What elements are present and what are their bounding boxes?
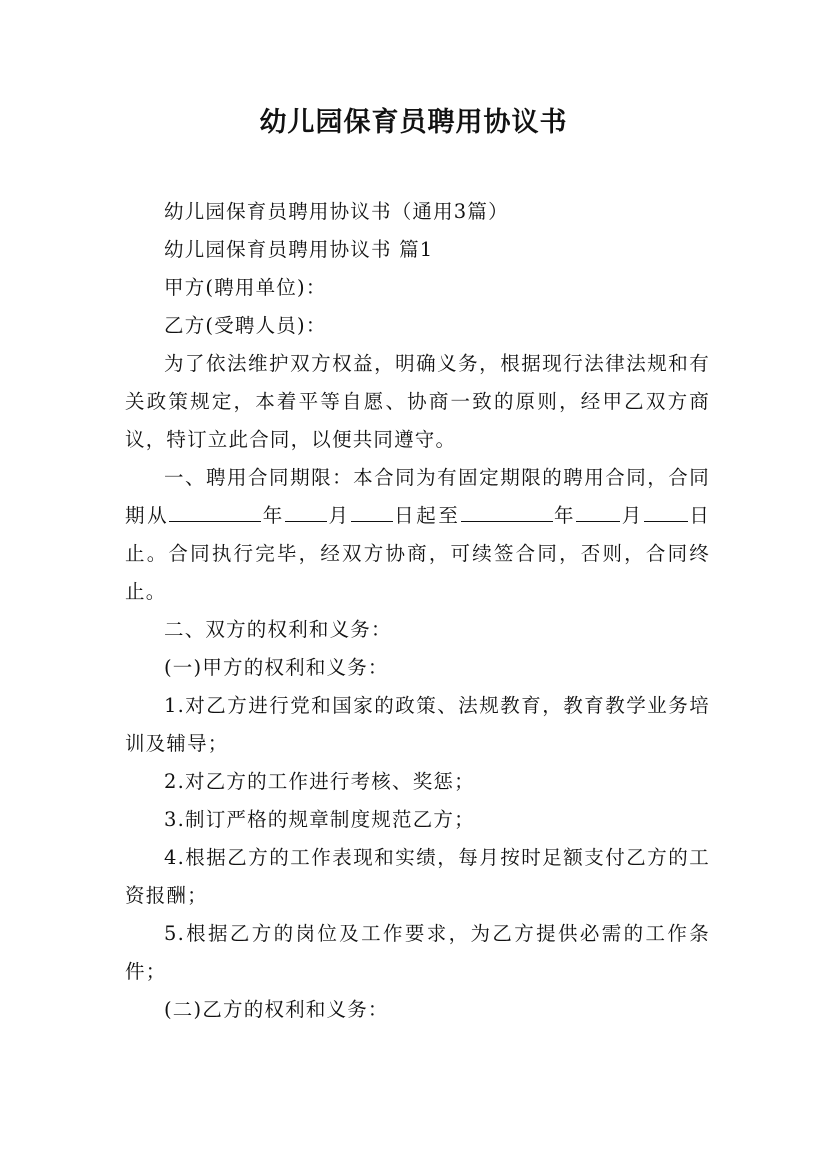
preamble-paragraph: 为了依法维护双方权益，明确义务，根据现行法律法规和有关政策规定，本着平等自愿、协商一致的原则，经甲乙双方商议，特订立此合同，以便共同遵守。 <box>125 352 710 451</box>
subsection-2-heading: (二)乙方的权利和义务： <box>164 998 389 1021</box>
clause-1-month2-label: 月 <box>620 504 644 527</box>
document-title: 幼儿园保育员聘用协议书 <box>259 107 568 138</box>
article-heading: 幼儿园保育员聘用协议书 篇1 <box>164 238 434 261</box>
blank-end-month[interactable] <box>576 499 620 522</box>
clause-2-heading: 二、双方的权利和义务： <box>164 618 392 641</box>
clause-1-day-to-label: 日起至 <box>392 504 461 527</box>
clause-1-paragraph <box>125 459 710 611</box>
party-b-line: 乙方(受聘人员)： <box>164 314 327 337</box>
blank-end-day[interactable] <box>644 499 688 522</box>
blank-start-month[interactable] <box>285 499 327 522</box>
subtitle-paragraph: 幼儿园保育员聘用协议书（通用3篇） <box>164 200 509 223</box>
list-item-2: 2.对乙方的工作进行考核、奖惩； <box>164 770 475 793</box>
blank-start-year[interactable] <box>169 499 261 522</box>
clause-1-year2-label: 年 <box>552 504 577 527</box>
blank-end-year[interactable] <box>461 499 553 522</box>
list-item-1: 1.对乙方进行党和国家的政策、法规教育，教育教学业务培训及辅导； <box>125 694 710 755</box>
clause-1-month-label: 月 <box>326 504 351 527</box>
clause-1-text-a: 一、聘用合同期限：本合同为有固定期限的聘用合同，合同期从 <box>125 466 710 527</box>
list-item-5: 5.根据乙方的岗位及工作要求，为乙方提供必需的工作条件； <box>125 922 710 983</box>
document-body <box>125 193 710 1029</box>
subsection-1-heading: (一)甲方的权利和义务： <box>164 656 389 679</box>
list-item-3: 3.制订严格的规章制度规范乙方； <box>164 808 475 831</box>
blank-start-day[interactable] <box>351 499 393 522</box>
clause-1-year-label: 年 <box>261 504 285 527</box>
party-a-line: 甲方(聘用单位)： <box>164 276 327 299</box>
clause-1-text-b: 日止。合同执行完毕，经双方协商，可续签合同，否则，合同终止。 <box>125 504 711 603</box>
list-item-4: 4.根据乙方的工作表现和实绩，每月按时足额支付乙方的工资报酬； <box>125 846 710 907</box>
